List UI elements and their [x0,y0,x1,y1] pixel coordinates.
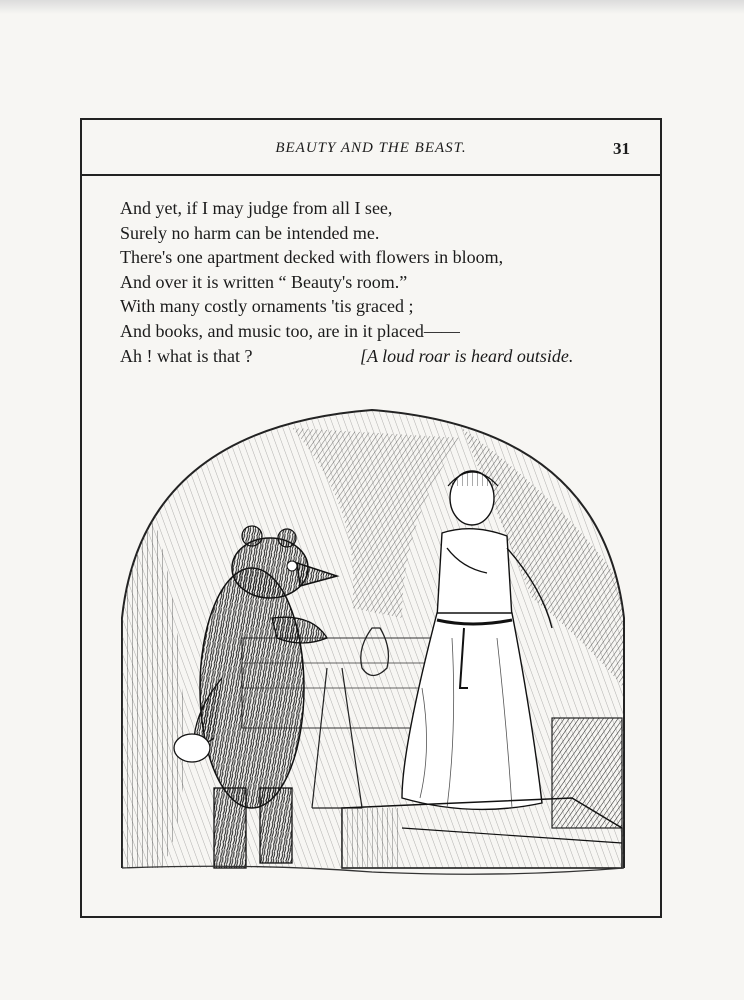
running-header [82,118,660,176]
page-frame [80,118,662,918]
verse-line: And yet, if I may judge from all I see, [120,198,393,218]
page-number: 31 [613,139,630,158]
verse-line-text: Ah ! what is that ? [120,345,253,366]
page-top-edge [0,0,744,14]
running-title: BEAUTY AND THE BEAST. [275,140,467,156]
verse-block [120,196,640,368]
verse-line: With many costly ornaments 'tis graced ; [120,296,414,317]
verse-line: And over it is written “ Beauty's room.” [120,271,408,292]
verse-line: Surely no harm can be intended me. [120,222,380,243]
verse-line-last [120,344,640,369]
verse-line: There's one apartment decked with flowers in bloom, [120,247,504,268]
stage-direction: [A loud roar is heard outside. [360,345,574,366]
engraving-beauty-and-bear-icon [102,388,642,898]
verse-line: And books, and music too, are in it placed—— [120,320,460,341]
